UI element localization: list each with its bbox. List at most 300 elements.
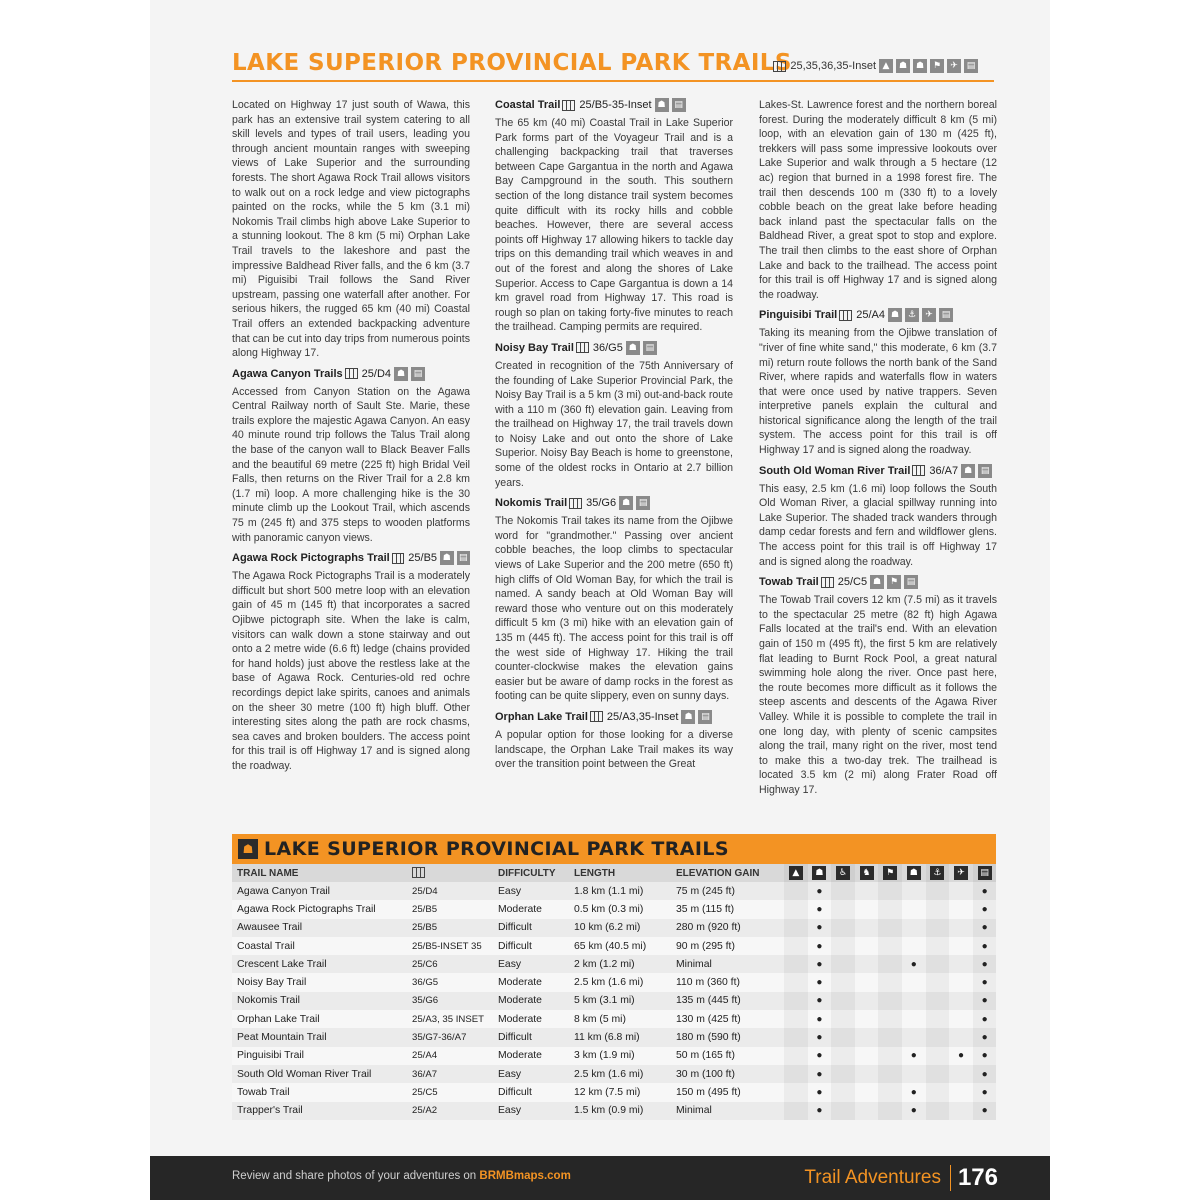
cell-elevation-gain: 180 m (590 ft) [676,1032,741,1044]
activity-cell [902,882,926,900]
cell-elevation-gain: Minimal [676,1105,712,1117]
table-row [232,900,996,918]
activity-dot: ● [973,919,997,937]
activity-dot: ● [910,1105,917,1117]
activity-cell [949,937,973,955]
activity-cell [831,1065,855,1083]
walking-icon: ▤ [411,367,425,381]
cell-map-ref: 25/A2 [412,1105,438,1117]
cell-length: 2 km (1.2 mi) [574,958,635,970]
col-header-activity [831,864,855,882]
walking-icon: ▤ [978,464,992,478]
activity-dot: ● [973,1047,997,1065]
activity-cell [784,882,808,900]
footer-promo [232,1170,571,1182]
hiking-icon: ☗ [238,839,258,859]
activity-cell [949,955,973,973]
cell-difficulty: Easy [498,1068,522,1080]
cell-difficulty: Easy [498,885,522,897]
activity-cell [878,900,902,918]
section-body-agawa-canyon: Accessed from Canyon Station on the Agawa Central Railway north of Sault Ste. Marie, these trails explore the majestic Agawa Canyon. An easy 40 minute round trip follows the Talus Trail along the base of the canyon wall to Black Beaver Falls and the beautiful 69 metre (225 ft) high Bridal Veil Falls, then returns on the River Trail for a 2.8 km (1.7 mi) loop. A more challenging hike is the 30 minute climb up the Lookout Trail, which ascends 75 m (245 ft) and 375 steps to wooden platforms with panoramic canyon views. [232,385,470,544]
activity-cell [878,1028,902,1046]
map-book-icon [562,100,575,111]
activity-cell [926,1065,950,1083]
horseback-icon: ♞ [860,866,874,880]
col-header-activity [973,864,997,882]
backpacking-icon: ☗ [907,866,921,880]
book-page [150,0,1050,1200]
activity-cell [784,1047,808,1065]
cell-trail-name: Awausee Trail [237,922,303,934]
activity-cell [855,1047,879,1065]
activity-dot: ● [973,882,997,900]
cell-difficulty: Difficult [498,1032,532,1044]
cell-trail-name: Peat Mountain Trail [237,1032,327,1044]
cell-map-ref: 25/B5-INSET 35 [412,940,482,952]
activity-cell [926,1083,950,1101]
activity-dot: ● [816,977,823,989]
section-heading-orphan-lake: Orphan Lake Trail 25/A3,35-Inset ☗ ▤ [495,710,733,724]
activity-dot: ● [957,1050,964,1062]
cell-difficulty: Moderate [498,1050,542,1062]
activity-dot: ● [816,885,823,897]
activity-cell [831,973,855,991]
cell-length: 2.5 km (1.6 mi) [574,1068,644,1080]
activity-cell [878,882,902,900]
cell-difficulty: Difficult [498,1086,532,1098]
cell-elevation-gain: 30 m (100 ft) [676,1068,735,1080]
activity-dot: ● [816,1032,823,1044]
activity-cell [784,1102,808,1120]
swimming-icon: ⚓ [905,308,919,322]
cell-length: 5 km (3.1 mi) [574,995,635,1007]
activity-dot: ● [973,1010,997,1028]
activity-cell [784,919,808,937]
title-map-refs: 25,35,36,35-Inset [790,60,876,72]
walking-icon: ▤ [698,710,712,724]
hiking-icon: ☗ [870,575,884,589]
trails-table [232,834,996,1120]
table-row [232,937,996,955]
activity-cell [855,919,879,937]
activity-cell [949,973,973,991]
activity-dot: ● [910,1086,917,1098]
cell-trail-name: Orphan Lake Trail [237,1013,320,1025]
activity-cell [949,919,973,937]
activity-cell [926,1102,950,1120]
activity-cell [949,1065,973,1083]
cell-length: 2.5 km (1.6 mi) [574,977,644,989]
activity-cell [784,1028,808,1046]
cell-trail-name: Crescent Lake Trail [237,958,327,970]
activity-cell [902,1065,926,1083]
activity-cell [926,882,950,900]
hiking-icon: ☗ [888,308,902,322]
activity-cell [784,900,808,918]
activity-cell [949,900,973,918]
table-row [232,992,996,1010]
table-title: LAKE SUPERIOR PROVINCIAL PARK TRAILS [264,838,729,860]
activity-dot: ● [973,937,997,955]
activity-dot: ● [816,903,823,915]
swimming-icon: ⚓ [930,866,944,880]
table-row [232,882,996,900]
cell-trail-name: Pinguisibi Trail [237,1050,304,1062]
col-header-activity [878,864,902,882]
cell-length: 10 km (6.2 mi) [574,922,641,934]
cell-elevation-gain: 50 m (165 ft) [676,1050,735,1062]
cell-trail-name: Towab Trail [237,1086,290,1098]
cell-length: 65 km (40.5 mi) [574,940,647,952]
backpacking-icon: ☗ [913,59,927,73]
section-body-orphan-lake: A popular option for those looking for a diverse landscape, the Orphan Lake Trail makes its way over the transition point between the Great [495,728,733,771]
column-1 [232,98,470,780]
hiking-icon: ☗ [655,98,669,112]
map-book-icon [392,553,405,564]
activity-dot: ● [816,1086,823,1098]
section-body-noisy-bay: Created in recognition of the 75th Anniversary of the founding of Lake Superior Provincial Park, the Noisy Bay Trail is a 5 km (3 mi) out-and-back route with a 110 m (360 ft) elevation gain. Leaving from the trailhead on Highway 17, the trail travels down to Noisy Lake and out onto the shore of Lake Superior. Noisy Bay Beach is home to greenstone, some of the oldest rocks in Ontario at 2.7 billion years. [495,359,733,489]
col-header-elevation: ELEVATION GAIN [676,867,760,879]
activity-cell [902,1028,926,1046]
activity-cell [926,1047,950,1065]
section-heading-pinguisibi: Pinguisibi Trail 25/A4 ☗ ⚓ ✈ ▤ [759,308,997,322]
activity-cell [878,937,902,955]
cell-difficulty: Easy [498,1105,522,1117]
activity-cell [855,882,879,900]
interpretive-icon: ✈ [954,866,968,880]
activity-cell [831,1028,855,1046]
cell-difficulty: Difficult [498,940,532,952]
hiking-icon: ☗ [394,367,408,381]
col-header-trail-name: TRAIL NAME [237,867,299,879]
activity-cell [878,919,902,937]
column-3 [759,98,997,804]
table-row [232,955,996,973]
cell-map-ref: 25/C5 [412,1086,438,1098]
cell-elevation-gain: 75 m (245 ft) [676,885,735,897]
cell-difficulty: Moderate [498,977,542,989]
activity-cell [855,973,879,991]
activity-dot: ● [816,922,823,934]
section-heading-towab: Towab Trail 25/C5 ☗ ⚑ ▤ [759,575,997,589]
activity-cell [878,955,902,973]
walking-icon: ▤ [978,866,992,880]
table-row [232,919,996,937]
cell-elevation-gain: 130 m (425 ft) [676,1013,741,1025]
walking-icon: ▤ [457,551,470,565]
hiking-icon: ☗ [626,341,640,355]
footer-section [804,1164,998,1192]
col-header-activity [902,864,926,882]
walking-icon: ▤ [904,575,918,589]
camping-icon: ▲ [789,866,803,880]
cell-map-ref: 25/B5 [412,903,438,915]
activity-cell [855,955,879,973]
page-number: 176 [957,1164,998,1191]
activity-dot: ● [816,958,823,970]
cell-difficulty: Difficult [498,922,532,934]
page-header [232,50,994,82]
map-book-icon [912,465,925,476]
cell-trail-name: Noisy Bay Trail [237,977,307,989]
footer-divider [950,1165,951,1191]
section-body-pinguisibi: Taking its meaning from the Ojibwe translation of "river of fine white sand," this moderate, 6 km (3.7 mi) return route follows the north bank of the Sand River, where rapids and waterfalls flow in waters that were once used by native trappers. Seven interpretive panels explain the cultural and historical significance along the length of the trail system. The access point for this trail is off Highway 17 and is signed along the roadway. [759,327,997,457]
cell-difficulty: Moderate [498,1013,542,1025]
cell-map-ref: 35/G6 [412,995,439,1007]
activity-cell [855,1065,879,1083]
activity-cell [831,1010,855,1028]
table-column-headers [232,864,996,882]
cell-elevation-gain: 90 m (295 ft) [676,940,735,952]
map-book-icon [773,61,786,72]
cell-length: 8 km (5 mi) [574,1013,626,1025]
section-name: Trail Adventures [804,1167,941,1188]
activity-cell [831,1083,855,1101]
activity-cell [878,973,902,991]
table-body [232,882,996,1120]
cell-map-ref: 36/G5 [412,977,439,989]
activity-cell [831,1102,855,1120]
activity-cell [855,1083,879,1101]
section-heading-south-old-woman: South Old Woman River Trail 36/A7 ☗ ▤ [759,464,997,478]
page-footer [150,1156,1050,1200]
accessible-icon: ♿ [836,866,850,880]
cell-map-ref: 36/A7 [412,1068,438,1080]
activity-cell [831,882,855,900]
table-row [232,1083,996,1101]
page-margin-right [1050,0,1200,1200]
activity-dot: ● [910,1050,917,1062]
activity-dot: ● [973,1083,997,1101]
activity-cell [831,919,855,937]
table-header-bar [232,834,996,864]
interpretive-icon: ✈ [922,308,936,322]
table-row [232,1065,996,1083]
activity-cell [902,973,926,991]
table-row [232,1047,996,1065]
cell-difficulty: Easy [498,958,522,970]
activity-cell [831,992,855,1010]
activity-cell [878,1102,902,1120]
activity-cell [949,1010,973,1028]
activity-cell [784,955,808,973]
walking-icon: ▤ [636,496,650,510]
cell-elevation-gain: 35 m (115 ft) [676,903,735,915]
activity-cell [878,1047,902,1065]
activity-cell [784,992,808,1010]
camping-icon: ▲ [879,59,893,73]
cell-trail-name: Agawa Rock Pictographs Trail [237,903,376,915]
activity-dot: ● [973,1065,997,1083]
activity-cell [902,900,926,918]
activity-cell [831,1047,855,1065]
col-header-difficulty: DIFFICULTY [498,867,556,879]
intro-paragraph: Located on Highway 17 just south of Wawa, this park has an extensive trail system catering to all skill levels and types of trail users, leading you through ancient mountain ranges with sweeping views of Lake Superior and the surrounding forests. The short Agawa Rock Trail allows visitors to walk out on a rock ledge and view pictographs painted on the rocks, while the 5 km (3.1 mi) Nokomis Trail climbs high above Lake Superior to a stunning lookout. The 8 km (5 mi) Orphan Lake Trail travels to the lakeshore and past the impressive Baldhead River falls, and the 6 km (3.7 mi) Piguisibi Trail follows the Sand River upstream, passing one waterfall after another. For serious hikers, the rugged 65 km (40 mi) Coastal Trail offers an extended backpacking adventure that can be cut into day trips from numerous points along Highway 17. [232,99,470,360]
backpacking-icon: ⚑ [887,575,901,589]
map-book-icon [345,368,358,379]
activity-cell [902,1010,926,1028]
viewpoint-icon: ⚑ [883,866,897,880]
activity-cell [949,882,973,900]
cell-map-ref: 35/G7-36/A7 [412,1032,467,1044]
activity-cell [926,937,950,955]
activity-cell [878,1010,902,1028]
section-heading-agawa-rock: Agawa Rock Pictographs Trail 25/B5 ☗ ▤ [232,551,470,565]
cell-map-ref: 25/B5 [412,922,438,934]
section-heading-noisy-bay: Noisy Bay Trail 36/G5 ☗ ▤ [495,341,733,355]
cell-map-ref: 25/A4 [412,1050,438,1062]
cell-trail-name: Trapper's Trail [237,1105,303,1117]
activity-cell [949,1028,973,1046]
activity-cell [949,992,973,1010]
activity-cell [902,992,926,1010]
activity-cell [831,937,855,955]
cell-length: 1.8 km (1.1 mi) [574,885,644,897]
cell-map-ref: 25/C6 [412,958,438,970]
map-book-icon [839,310,852,321]
interpretive-icon: ✈ [947,59,961,73]
activity-cell [784,1083,808,1101]
activity-cell [878,1065,902,1083]
activity-cell [926,900,950,918]
activity-dot: ● [816,1050,823,1062]
viewpoint-icon: ⚑ [930,59,944,73]
section-body-south-old-woman: This easy, 2.5 km (1.6 mi) loop follows the South Old Woman River, a glacial spillway running into Lake Superior. The shaded track wanders through damp cedar forests and fern and wildflower glens. The access point for this trail is off Highway 17 and is signed along the roadway. [759,482,997,568]
walking-icon: ▤ [964,59,978,73]
activity-cell [784,937,808,955]
cell-map-ref: 25/D4 [412,885,438,897]
walking-icon: ▤ [672,98,686,112]
activity-cell [784,973,808,991]
activity-cell [926,1010,950,1028]
section-heading-nokomis: Nokomis Trail 35/G6 ☗ ▤ [495,496,733,510]
activity-cell [855,992,879,1010]
col-header-activity [808,864,832,882]
cell-difficulty: Moderate [498,903,542,915]
col-header-activity [855,864,879,882]
activity-dot: ● [973,1028,997,1046]
page-title: LAKE SUPERIOR PROVINCIAL PARK TRAILS [232,50,792,76]
activity-cell [902,937,926,955]
section-body-agawa-rock: The Agawa Rock Pictographs Trail is a moderately difficult but short 500 metre loop with an elevation gain of 45 m (145 ft) that incorporates a sacred Ojibwe pictograph site. When the lake is calm, visitors can walk down a stone stairway and out onto a 2 metre wide (6.6 ft) ledge (chains provided for hand holds) just above the restless lake at the base of Agawa Rock. Centuries-old red ochre recordings depict lake spirits, canoes and animals on the sheer 30 metre (100 ft) high bluff. Other interesting sites along the path are rock chasms, sea caves and broken boulders. The access point for this trail is off Highway 17 and is signed along the roadway. [232,570,470,772]
activity-cell [949,1083,973,1101]
activity-cell [949,1102,973,1120]
map-book-icon [590,711,603,722]
hiking-icon: ☗ [619,496,633,510]
table-row [232,1102,996,1120]
activity-cell [855,937,879,955]
activity-dot: ● [973,955,997,973]
col-header-map [412,867,427,878]
activity-cell [878,992,902,1010]
table-row [232,1028,996,1046]
walking-icon: ▤ [643,341,657,355]
col-header-length: LENGTH [574,867,616,879]
map-book-icon [821,577,834,588]
page-margin-left [0,0,150,1200]
table-row [232,1010,996,1028]
cell-trail-name: Agawa Canyon Trail [237,885,330,897]
map-book-icon [569,498,582,509]
col-header-activity [926,864,950,882]
cell-length: 0.5 km (0.3 mi) [574,903,644,915]
activity-cell [926,919,950,937]
activity-dot: ● [816,1013,823,1025]
footer-site-link[interactable]: BRMBmaps.com [479,1170,571,1182]
activity-cell [831,900,855,918]
activity-cell [784,1010,808,1028]
section-body-nokomis: The Nokomis Trail takes its name from the Ojibwe word for "grandmother." Passing over ancient cobble beaches, the loop climbs to spectacular views of Lake Superior and the 200 metre (650 ft) high cliffs of Old Woman Bay, for which the trail is named. A sandy beach at Old Woman Bay will reward those who venture out on this moderately difficult 5 km (3 mi) hike with an elevation gain of 135 m (445 ft). The access point for this trail is off the west side of Highway 17. Hiking the trail counter-clockwise makes the elevation gains easier but be aware of damp rocks in the forest as footing can be quite slippery, even on sunny days. [495,515,733,703]
hiking-icon: ☗ [440,551,453,565]
cell-length: 1.5 km (0.9 mi) [574,1105,644,1117]
cell-difficulty: Moderate [498,995,542,1007]
section-heading-agawa-canyon: Agawa Canyon Trails 25/D4 ☗ ▤ [232,367,470,381]
cell-length: 11 km (6.8 mi) [574,1032,640,1044]
cell-trail-name: Nokomis Trail [237,995,300,1007]
section-heading-coastal: Coastal Trail 25/B5-35-Inset ☗ ▤ [495,98,733,112]
cell-length: 12 km (7.5 mi) [574,1086,641,1098]
section-body-coastal: The 65 km (40 mi) Coastal Trail in Lake Superior Park forms part of the Voyageur Trail and is a challenging backpacking trail that traverses between Cape Gargantua in the north and Agawa Bay Campground in the south. This southern section of the long distance trail system becomes quite difficult with its rocky hills and cobble beaches. However, there are several access points off Highway 17 allowing hikers to tackle day trips on this demanding trail which weaves in and out of the forest and along the shores of Lake Superior. Access to Cape Gargantua is down a 14 km gravel road from Highway 17. This road is rough so plan on taking forty-five minutes to reach the trailhead. Camping permits are required. [495,117,733,334]
activity-cell [902,919,926,937]
activity-dot: ● [973,1102,997,1120]
activity-dot: ● [973,992,997,1010]
activity-cell [855,900,879,918]
cell-elevation-gain: 280 m (920 ft) [676,922,741,934]
activity-dot: ● [910,958,917,970]
col-header-activity [784,864,808,882]
map-book-icon [576,342,589,353]
activity-dot: ● [816,1068,823,1080]
activity-cell [855,1102,879,1120]
activity-dot: ● [973,900,997,918]
cell-elevation-gain: 150 m (495 ft) [676,1086,741,1098]
walking-icon: ▤ [939,308,953,322]
hiking-icon: ☗ [812,866,826,880]
cell-elevation-gain: 110 m (360 ft) [676,977,740,989]
map-book-icon [412,867,425,878]
title-map-reference [773,59,978,73]
activity-cell [926,955,950,973]
cell-map-ref: 25/A3, 35 INSET [412,1013,484,1025]
footer-text: Review and share photos of your adventures on [232,1170,477,1182]
hiking-icon: ☗ [896,59,910,73]
activity-dot: ● [816,940,823,952]
activity-cell [855,1028,879,1046]
column-2 [495,98,733,778]
cell-trail-name: South Old Woman River Trail [237,1068,372,1080]
cell-elevation-gain: 135 m (445 ft) [676,995,741,1007]
activity-cell [926,992,950,1010]
cell-elevation-gain: Minimal [676,958,712,970]
activity-cell [784,1065,808,1083]
hiking-icon: ☗ [681,710,695,724]
section-body-towab: The Towab Trail covers 12 km (7.5 mi) as it travels to the spectacular 25 metre (82 ft) high Agawa Falls located at the trail's end. With an elevation gain of 150 m (495 ft), the first 5 km are relatively flat leading to Burnt Rock Pool, a great natural swimming hole along the river. Once past here, the route becomes more difficult as it follows the steep ascents and descents of the Agawa River Valley. While it is possible to complete the trail in one long day, with plenty of scenic campsites along the trail, many right on the river, most tend to make this a two-day trek. The trailhead is located 3.5 km (2 mi) along Frater Road off Highway 17. [759,594,997,796]
activity-dot: ● [973,973,997,991]
cell-trail-name: Coastal Trail [237,940,295,952]
activity-cell [926,973,950,991]
hiking-icon: ☗ [961,464,975,478]
col-header-activity [949,864,973,882]
cell-length: 3 km (1.9 mi) [574,1050,635,1062]
table-row [232,973,996,991]
activity-cell [926,1028,950,1046]
activity-cell [831,955,855,973]
activity-dot: ● [816,995,823,1007]
activity-cell [855,1010,879,1028]
orphan-lake-continued: Lakes-St. Lawrence forest and the northern boreal forest. During the moderately difficult 8 km (5 mi) loop, with an elevation gain of 130 m (425 ft), trekkers will pass some impressive lookouts over Lake Superior and walk through a 5 hectare (12 ac) region that burned in a 1998 forest fire. The trail then descends 100 m (330 ft) to a lovely cobble beach on the great lake before heading back inland past the spectacular falls on the Baldhead River, a great spot to stop and explore. The trail then climbs to the east shore of Orphan Lake and back to the trailhead. The access point for this trail is off Highway 17 and is signed along the roadway. [759,99,997,301]
activity-dot: ● [816,1105,823,1117]
activity-cell [878,1083,902,1101]
